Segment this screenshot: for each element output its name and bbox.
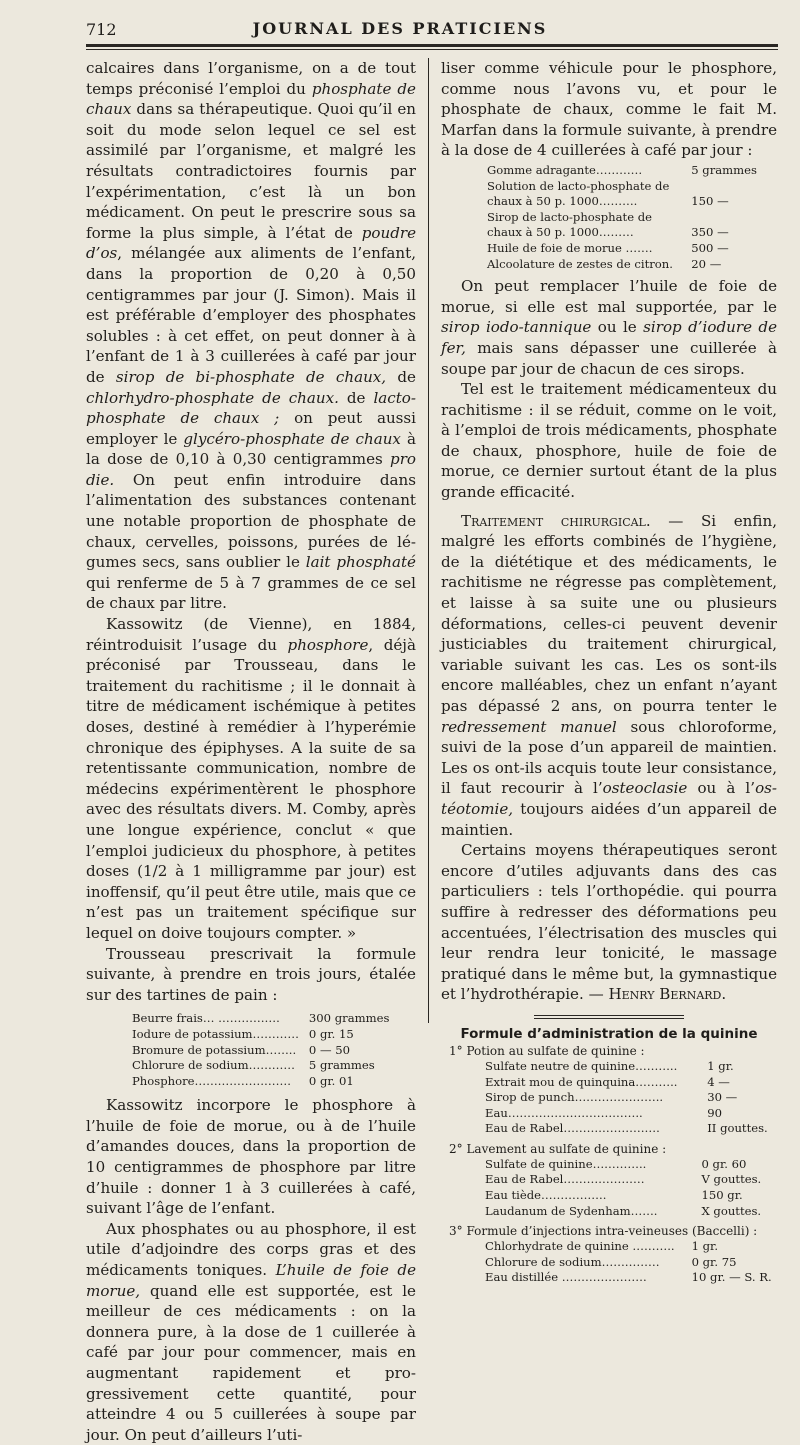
right-column xyxy=(441,58,777,1286)
recipe-trousseau xyxy=(132,1011,389,1089)
author-signature: Henry Bernard. xyxy=(608,985,727,1004)
recipe-row: Phosphore……………………. 0 gr. 01 xyxy=(132,1073,354,1088)
recipe-row: Gomme adragante………… 5 grammes xyxy=(487,162,757,177)
left-column xyxy=(86,58,416,1445)
column-divider xyxy=(428,58,429,1023)
formula-row: Eau tiède…………….. 150 gr. xyxy=(485,1188,743,1203)
paragraph-sirops: On peut remplacer l’huile de foie de morue, si elle est mal supportée, par le sirop iodo-tannique ou le sirop d’iodure de fer, mais sans dépasser une cuillerée à soupe par jour de chacun de ces sirops. xyxy=(441,277,778,378)
recipe-row: Alcoolature de zestes de citron. 20 — xyxy=(487,256,722,271)
header-rule xyxy=(86,44,778,47)
formula-2-table xyxy=(485,1157,775,1219)
header-rule-thin xyxy=(86,49,778,50)
formula-row: Extrait mou de quinquina……….. 4 — xyxy=(485,1074,730,1089)
formula-3-heading: 3° Formule d’injections intra-veineuses (Baccelli) : xyxy=(449,1224,758,1239)
recipe-row: Bromure de potassium…….. 0 — 50 xyxy=(132,1042,351,1057)
recipe-row: Solution de lacto-phosphate de chaux à 50 p. 1000………. 150 — xyxy=(487,178,729,209)
recipe-row: Beurre frais… ……………. 300 grammes xyxy=(132,1011,390,1026)
formula-row: Eau de Rabel……………………. II gouttes. xyxy=(485,1121,768,1136)
paragraph-traitement: Tel est le traitement médicamenteux du rachitisme : il se réduit, comme on le voit, à l’emploi de trois médicaments, phosphate de chaux, phosphore, huile de foie de morue, ce dernier surtout étant de la plus grande efficacité. xyxy=(441,380,777,502)
formula-2-heading: 2° Lavement au sulfate de quinine : xyxy=(449,1141,667,1156)
paragraph-vehicule: liser comme véhicule pour le phosphore, comme nous l’avons vu, et pour le phosphate de chaux, comme le fait M. Marfan dans la formule suivante, à prendre à la dose de 4 cuillerées à café par jour : xyxy=(441,59,777,160)
formula-row: Eau de Rabel………………… V gouttes. xyxy=(485,1172,762,1187)
formula-row: Sulfate neutre de quinine……….. 1 gr. xyxy=(485,1058,734,1073)
paragraph-chirurgical: Traitement chirurgical. — Si enfin, malgré les efforts combinés de l’hygiène, de la diététique et des médicaments, le rachitisme ne régresse pas complètement, et laisse à sa suite une ou plusieurs déformations, celles-ci peuvent devenir justiciables du traitement chirurgical, variable suivant les cas. Les os sont-ils encore malléables, chez un enfant n’ayant pas dépassé 2 ans, on pourra tenter le redressement manuel sous chloroforme, suivi de la pose d’un appareil de maintien. Les os ont-ils acquis toute leur consistance, il faut recourir à l’osteoclasie ou à l’ostéotomie, toujours aidées d’un appareil de maintien. xyxy=(441,511,778,839)
formula-row: Eau distillée …………………. 10 gr. — S. R. xyxy=(485,1270,772,1285)
paragraph-phosphate: calcaires dans l’organisme, on a de tout temps préconisé l’emploi du phosphate de chaux dans sa thérapeutique. Quoi qu’il en soit du mode selon lequel ce sel est assimilé par l’organisme, et malgré les résultats contradictoires fournis par l’expérimentation, c’est là un bon médicament. On peut le prescrire sous sa forme la plus simple, à l’état de poudre d’os, mélangée aux aliments de l’enfant, dans la proportion de 0,20 à 0,50 centigrammes par jour (J. Simon). Mais il est préférable d’employer des phosphates solubles : à cet effet, on peut donner à à l’enfant de 1 à 3 cuillerées à café par jour de sirop de bi-phosphate de chaux, de chlorhydro-phosphate de chaux. de lacto-phosphate de chaux ; on peut aussi employer le glycéro-phosphate de chaux à la dose de 0,10 à 0,30 centigrammes pro die. On peut enfin introduire dans l’alimentation des substances contenant une notable proportion de phosphate de chaux, cervelles, poissons, purées de légumes secs, sans oublier le lait phosphaté qui renferme de 5 à 7 grammes de ce sel de chaux par litre. xyxy=(86,59,417,613)
section-ornament-rule xyxy=(534,1015,684,1019)
formula-row: Sirop de punch………………….. 30 — xyxy=(485,1090,738,1105)
recipe-row: Chlorure de sodium………… 5 grammes xyxy=(132,1058,375,1073)
paragraph-huile: Kassowitz incorpore le phosphore à l’huile de foie de morue, ou à de l’huile d’amandes douces, dans la proportion de 10 centigrammes de phosphore par litre d’huile : donner 1 à 3 cuillerées à café, suivant l’âge de l’enfant. xyxy=(86,1096,416,1218)
recipe-row: Sirop de lacto-phosphate de chaux à 50 p. 1000……… 350 — xyxy=(487,209,729,240)
paragraph-trousseau: Trousseau prescrivait la formule suivante, à prendre en trois jours, étalée sur des tartines de pain : xyxy=(86,944,416,1004)
recipe-row: Iodure de potassium………… 0 gr. 15 xyxy=(132,1026,354,1041)
formula-row: Eau…………………………….. 90 xyxy=(485,1105,722,1120)
recipe-row: Huile de foie de morue ……. 500 — xyxy=(487,240,729,255)
recipe-marfan xyxy=(487,163,757,272)
page-number: 712 xyxy=(86,20,117,39)
formula-title: Formule d’administration de la quinine xyxy=(460,1025,758,1042)
running-title: JOURNAL DES PRATICIENS xyxy=(252,19,548,38)
formula-row: Laudanum de Sydenham……. X gouttes. xyxy=(485,1203,762,1218)
formula-3-table xyxy=(485,1239,775,1286)
paragraph-adjuvants: Certains moyens thérapeutiques seront encore d’utiles adjuvants dans des cas particuliers : tels l’orthopédie. qui pourra suffire à redresser des déformations peu accentuées, l’électrisation des muscles qui leur rendra leur tonicité, le massage pratiqué dans le même but, la gymnastique et l’hydrothérapie. — Henry Bernard. xyxy=(441,841,777,1004)
formula-row: Chlorure de sodium…………… 0 gr. 75 xyxy=(485,1254,737,1269)
formula-1-heading: 1° Potion au sulfate de quinine : xyxy=(449,1043,645,1058)
formula-row: Sulfate de quinine………….. 0 gr. 60 xyxy=(485,1156,747,1171)
formula-row: Chlorhydrate de quinine ……….. 1 gr. xyxy=(485,1239,719,1254)
paragraph-corps-gras: Aux phosphates ou au phosphore, il est utile d’adjoindre des corps gras et des médicaments toniques. L’huile de foie de morue, quand elle est supportée, est le meilleur de ces médicaments : on la donnera pure, à la dose de 1 cuillerée à café par jour pour commencer, mais en augmentant rapidement et progressivement cette quantité, pour atteindre 4 ou 5 cuillerées à soupe par jour. On peut d’ailleurs l’uti- xyxy=(86,1219,416,1444)
paragraph-kassowitz: Kassowitz (de Vienne), en 1884, réintroduisit l’usage du phosphore, déjà préconisé par Trousseau, dans le traitement du rachitisme ; il le donnait à titre de médicament ischémique à petites doses, destiné à remédier à l’hyperémie chronique des épiphyses. A la suite de sa retentissante communication, nombre de médecins expérimentèrent le phosphore avec des résultats divers. M. Comby, après une longue expérience, conclut « que l’emploi judicieux du phosphore, à petites doses (1/2 à 1 milligramme par jour) est inoffensif, qu’il peut être utile, mais que ce n’est pas un traitement spécifique sur lequel on doive toujours compter. » xyxy=(86,615,416,942)
formula-1-table xyxy=(485,1059,775,1137)
